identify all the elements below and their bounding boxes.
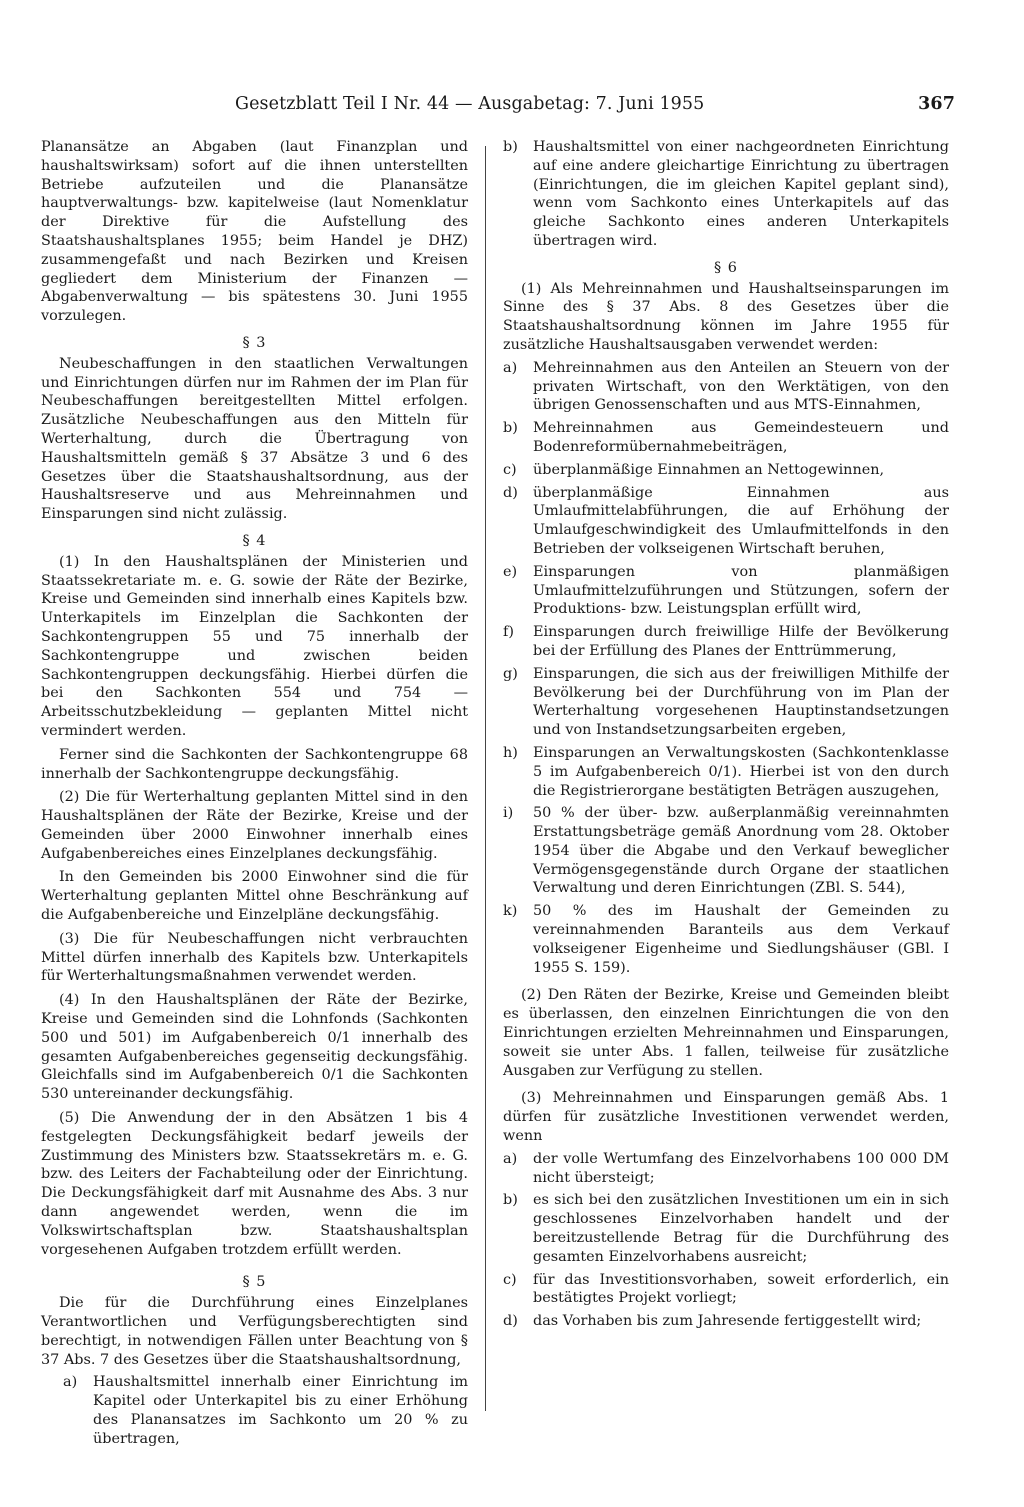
section-6-heading: § 6 xyxy=(714,259,738,276)
list-item xyxy=(503,563,949,619)
section-6-paragraph-2: (2) Den Räten der Bezirke, Kreise und Gemeinden bleibt es überlassen, den einzelnen Einrichtungen die von den Einrichtungen erzielten Mehreinnahmen und Einsparungen, soweit sie unter Abs. 1 fallen, teilweise für zusätzliche Ausgaben zur Verfügung zu stellen. xyxy=(503,987,949,1079)
section-6-paragraph-3: (3) Mehreinnahmen und Einsparungen gemäß Abs. 1 dürfen für zusätzliche Investitionen verwendet werden, wenn xyxy=(503,1090,949,1145)
list-item xyxy=(503,804,949,898)
item-label: c) xyxy=(503,1271,517,1288)
item-label: h) xyxy=(503,744,518,761)
right-column xyxy=(503,138,949,1331)
header-title: Gesetzblatt Teil I Nr. 44 — Ausgabetag: 7. Juni 1955 xyxy=(235,94,705,114)
list-item xyxy=(503,1312,949,1331)
page-header xyxy=(235,94,955,124)
section-3-heading: § 3 xyxy=(242,334,267,351)
section-6-paragraph-3-list xyxy=(503,1150,949,1331)
list-item xyxy=(503,461,949,480)
list-item xyxy=(503,902,949,977)
section-5-item-a xyxy=(63,1373,468,1448)
item-text: überplanmäßige Einnahmen aus Umlaufmittelabführungen, die auf Erhöhung der Umlaufgeschwindigkeit des Umlaufmittelfonds in den Betrieben der volkseigenen Wirtschaft beruhen, xyxy=(533,484,949,557)
item-label: a) xyxy=(63,1374,78,1391)
list-item xyxy=(503,359,949,415)
item-text: 50 % der über- bzw. außerplanmäßig vereinnahmten Erstattungsbeträge gemäß Anordnung vom 28. Oktober 1954 über die Abgabe und den Verkauf beweglicher Vermögensgegenstände durch Organe der staatlichen Verwaltung und deren Einrichtungen (ZBl. S. 544), xyxy=(533,805,949,897)
section-4-paragraph-1: (1) In den Haushaltsplänen der Ministerien und Staatssekretariate m. e. G. sowie der Räte der Bezirke, Kreise und Gemeinden sind innerhalb eines Kapitels bzw. Unterkapitels im Einzelplan die Sachkonten der Sachkontengruppen 55 und 75 innerhalb der Sachkontengruppe und zwischen beiden Sachkontengruppen deckungsfähig. Hierbei dürfen die bei den Sachkonten 554 und 754 — Arbeitsschutzbekleidung — geplanten Mittel nicht vermindert werden. xyxy=(41,553,468,739)
left-column xyxy=(41,138,468,1449)
section-4-paragraph-5: (5) Die Anwendung der in den Absätzen 1 bis 4 festgelegten Deckungsfähigkeit bedarf jeweils der Zustimmung des Ministers bzw. Staatssekretärs m. e. G. bzw. des Leiters der Fachabteilung oder der Einrichtung. Die Deckungsfähigkeit darf mit Ausnahme des Abs. 3 nur dann angewendet werden, wenn die im Volkswirtschaftsplan bzw. Staatshaushaltsplan vorgesehenen Aufgaben trotzdem erfüllt werden. xyxy=(41,1110,468,1258)
item-text: Einsparungen durch freiwillige Hilfe der Bevölkerung bei der Erfüllung des Planes der Enttrümmerung, xyxy=(533,624,949,659)
item-text: das Vorhaben bis zum Jahresende fertiggestellt wird; xyxy=(533,1313,922,1330)
item-label: e) xyxy=(503,563,518,580)
column-divider xyxy=(485,146,486,1411)
list-item xyxy=(503,1150,949,1188)
item-text: Haushaltsmittel innerhalb einer Einrichtung im Kapitel oder Unterkapitel bis zu einer Erhöhung des Planansatzes im Sachkonto um 20 % zu übertragen, xyxy=(93,1374,468,1447)
list-item xyxy=(503,744,949,800)
item-text: Einsparungen an Verwaltungskosten (Sachkontenklasse 5 im Aufgabenbereich 0/1). Hierbei ist von den durch die Registrierorgane bestätigten Beträgen auszugehen, xyxy=(533,744,949,799)
list-item xyxy=(503,1271,949,1309)
item-text: es sich bei den zusätzlichen Investitionen um ein in sich geschlossenes Einzelvorhaben handelt und der bereitzustellende Betrag für die Durchführung des gesamten Einzelvorhabens ausreicht; xyxy=(533,1192,949,1265)
item-text: Mehreinnahmen aus Gemeindesteuern und Bodenreformübernahmebeiträgen, xyxy=(533,420,949,455)
section-5-item-b xyxy=(503,138,949,251)
item-text: überplanmäßige Einnahmen an Nettogewinnen, xyxy=(533,461,885,478)
item-label: d) xyxy=(503,484,518,501)
item-text: Haushaltsmittel von einer nachgeordneten Einrichtung auf eine andere gleichartige Einrichtung zu übertragen (Einrichtungen, die im gleichen Kapitel geplant sind), wenn vom Sachkonto eines Unterkapitels auf das gleiche Sachkonto eines anderen Unterkapitels übertragen wird. xyxy=(533,139,949,249)
list-item xyxy=(503,484,949,559)
section-4-paragraph-4: (4) In den Haushaltsplänen der Räte der Bezirke, Kreise und Gemeinden sind die Lohnfonds (Sachkonten 500 und 501) im Aufgabenbereich 0/1 innerhalb des gesamten Aufgabenbereiches gegenseitig deckungsfähig. Gleichfalls sind im Aufgabenbereich 0/1 die Sachkonten 530 untereinander deckungsfähig. xyxy=(41,992,468,1103)
section-4-heading: § 4 xyxy=(242,532,267,549)
item-label: b) xyxy=(503,1192,518,1209)
item-label: k) xyxy=(503,903,518,920)
section-4-paragraph-2b: In den Gemeinden bis 2000 Einwohner sind die für Werterhaltung geplanten Mittel ohne Beschränkung auf die Aufgabenbereiche und Einzelpläne deckungsfähig. xyxy=(41,869,468,924)
section-5-heading: § 5 xyxy=(242,1274,267,1291)
item-label: i) xyxy=(503,805,514,822)
section-6-item-list xyxy=(503,359,949,978)
item-label: c) xyxy=(503,461,517,478)
section-4-paragraph-1b: Ferner sind die Sachkonten der Sachkontengruppe 68 innerhalb der Sachkontengruppe deckungsfähig. xyxy=(41,746,468,782)
item-label: a) xyxy=(503,359,518,376)
item-label: b) xyxy=(503,420,518,437)
page-number: 367 xyxy=(918,94,955,114)
item-label: b) xyxy=(503,139,518,155)
section-6-paragraph-1: (1) Als Mehreinnahmen und Haushaltseinsparungen im Sinne des § 37 Abs. 8 des Gesetzes über die Staatshaushaltsordnung können im Jahre 1955 für zusätzliche Haushaltsausgaben verwendet werden: xyxy=(503,280,949,353)
intro-paragraph: Planansätze an Abgaben (laut Finanzplan und haushaltswirksam) sofort auf die ihnen unterstellten Betriebe aufzuteilen und die Planansätze hauptverwaltungs- bzw. kapitelweise (laut Nomenklatur der Direktive für die Aufstellung des Staatshaushaltsplanes 1955; beim Handel je DHZ) zusammengefaßt und nach Bezirken und Kreisen gegliedert dem Ministerium der Finanzen — Abgabenverwaltung — bis spätestens 30. Juni 1955 vorzulegen. xyxy=(41,139,468,325)
list-item xyxy=(503,419,949,457)
item-text: Mehreinnahmen aus den Anteilen an Steuern von der privaten Wirtschaft, von den Werktätigen, von den übrigen Genossenschaften und aus MTS-Einnahmen, xyxy=(533,359,949,414)
section-4-paragraph-3: (3) Die für Neubeschaffungen nicht verbrauchten Mittel dürfen innerhalb des Kapitels bzw. Unterkapitels für Werterhaltungsmaßnahmen verwendet werden. xyxy=(41,930,468,985)
item-text: Einsparungen, die sich aus der freiwilligen Mithilfe der Bevölkerung bei der Durchführung von im Plan der Werterhaltung vorgesehenen Hauptinstandsetzungen und von Instandsetzungsarbeiten ergeben, xyxy=(533,665,949,739)
item-text: der volle Wertumfang des Einzelvorhabens 100 000 DM nicht übersteigt; xyxy=(533,1150,949,1186)
item-label: g) xyxy=(503,665,518,682)
item-label: a) xyxy=(503,1150,518,1167)
item-text: Einsparungen von planmäßigen Umlaufmittelzuführungen und Stützungen, sofern der Produktions- bzw. Leistungsplan erfüllt wird, xyxy=(533,563,949,618)
item-label: d) xyxy=(503,1313,518,1330)
list-item xyxy=(503,1191,949,1266)
section-4-paragraph-2: (2) Die für Werterhaltung geplanten Mittel sind in den Haushaltsplänen der Räte der Bezirke, Kreise und der Gemeinden über 2000 Einwohner innerhalb eines Aufgabenbereiches eines Einzelplanes deckungsfähig. xyxy=(41,789,468,862)
list-item xyxy=(503,665,949,740)
item-label: f) xyxy=(503,624,514,641)
section-3-text: Neubeschaffungen in den staatlichen Verwaltungen und Einrichtungen dürfen nur im Rahmen der im Plan für Neubeschaffungen bereitgestellten Mittel erfolgen. Zusätzliche Neubeschaffungen aus den Mitteln für Werterhaltung, durch die Übertragung von Haushaltsmitteln gemäß § 37 Absätze 3 und 6 des Gesetzes über die Staatshaushaltsordnung, aus der Haushaltsreserve und aus Mehreinnahmen und Einsparungen sind nicht zulässig. xyxy=(41,355,468,523)
section-5-text: Die für die Durchführung eines Einzelplanes Verantwortlichen und Verfügungsberechtigten sind berechtigt, in notwendigen Fällen unter Beachtung von § 37 Abs. 7 des Gesetzes über die Staatshaushaltsordnung, xyxy=(41,1295,468,1368)
item-text: für das Investitionsvorhaben, soweit erforderlich, ein bestätigtes Projekt vorliegt; xyxy=(533,1271,949,1307)
list-item xyxy=(503,623,949,661)
item-text: 50 % des im Haushalt der Gemeinden zu vereinnahmenden Baranteils aus dem Verkauf volkseigener Eigenheime und Siedlungshäuser (GBl. I 1955 S. 159). xyxy=(533,903,949,976)
